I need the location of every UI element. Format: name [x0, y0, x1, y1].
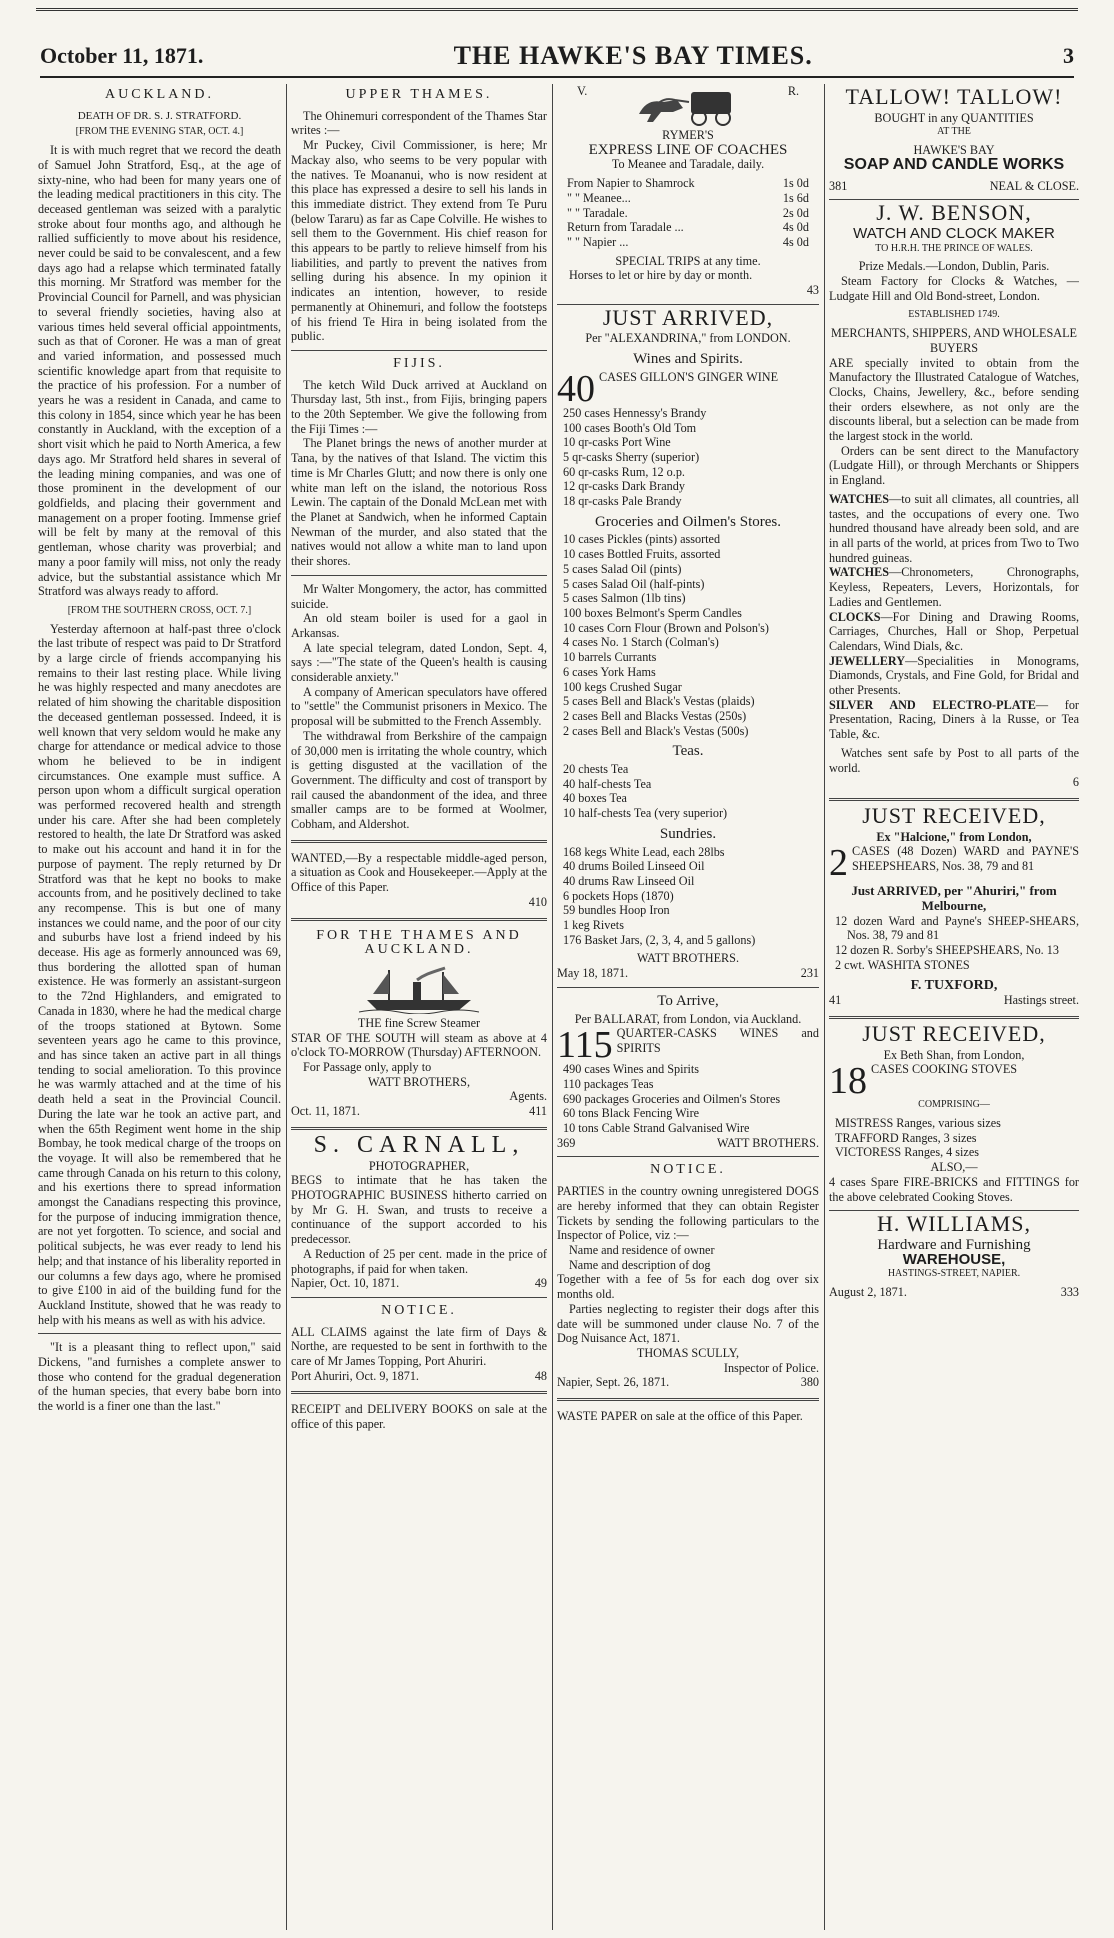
- fare-price: 1s 0d: [782, 176, 809, 191]
- list-item: 12 dozen R. Sorby's SHEEPSHEARS, No. 13: [835, 943, 1059, 958]
- list-item: 10 cases Pickles (pints) assorted: [563, 532, 721, 547]
- williams-date: August 2, 1871.: [829, 1285, 907, 1300]
- list-item: 40 drums Raw Linseed Oil: [563, 873, 695, 888]
- claims-notice-body: ALL CLAIMS against the late firm of Days & Northe, are requested to be sent in forthwith to the care of Mr James Topping, Port Ahuriri.: [291, 1324, 547, 1369]
- list-item: 5 cases Salad Oil (half-pints): [563, 576, 705, 591]
- fare-table: [557, 172, 819, 254]
- to-arrive-footer: [557, 1136, 819, 1151]
- clocks-text: —For Dining and Drawing Rooms, Carriages, Churches, Hall or Shop, Perpetual Calendars, Wind Dials, &c.: [829, 609, 1079, 653]
- stoves-text: CASES COOKING STOVES: [871, 1062, 1018, 1077]
- fijis-para-1: The ketch Wild Duck arrived at Auckland on Thursday last, 5th inst., from Fijis, bringing papers to the 20th September. We give the following from the Fiji Times :—: [291, 377, 547, 436]
- stoves-also: ALSO,—: [930, 1160, 978, 1175]
- just-received-ex: Ex "Halcione," from London,: [876, 829, 1032, 844]
- watches-text: —to suit all climates, all countries, all tastes, and the occupations of every one. Two hundred thousand have already been sold, and are in all parts of the world, at prices from Two to Two hundred guineas.: [829, 491, 1079, 565]
- rymer-destination: To Meanee and Taradale, daily.: [611, 157, 765, 172]
- waste-paper-ad: WASTE PAPER on sale at the office of this Paper.: [557, 1409, 803, 1424]
- dog-notice-item: Name and residence of owner: [569, 1243, 715, 1257]
- tuxford-name: F. TUXFORD,: [910, 977, 998, 993]
- thames-ad-agent: WATT BROTHERS,: [367, 1074, 471, 1089]
- watches-label: WATCHES: [829, 565, 890, 580]
- fare-route: " " Napier ...: [567, 234, 629, 249]
- list-item: 176 Basket Jars, (2, 3, 4, and 5 gallons): [563, 932, 756, 947]
- ahuriri-list: [829, 914, 1079, 973]
- list-item: 5 qr-casks Sherry (superior): [563, 449, 700, 464]
- carnall-date: Napier, Oct. 10, 1871.: [291, 1276, 400, 1291]
- fare-price: 4s 0d: [782, 220, 809, 235]
- list-item: VICTORESS Ranges, 4 sizes: [835, 1145, 979, 1160]
- stoves-comprising: COMPRISING—: [918, 1099, 990, 1111]
- fijis-heading: FIJIS.: [393, 355, 445, 371]
- list-item: 2 cases Bell and Blacks Vestas (250s): [563, 708, 747, 723]
- fare-route: " " Taradale.: [567, 205, 628, 220]
- list-item: TRAFFORD Ranges, 3 sizes: [835, 1130, 977, 1145]
- list-item: 5 cases Bell and Black's Vestas (plaids): [563, 694, 755, 709]
- stoves-extra: 4 cases Spare FIRE-BRICKS and FITTINGS for the above celebrated Cooking Stoves.: [829, 1174, 1079, 1204]
- list-item: 12 qr-casks Dark Brandy: [563, 479, 685, 494]
- news-item-2: An old steam boiler is used for a gaol in Arkansas.: [291, 611, 547, 640]
- list-item: 4 cases No. 1 Starch (Colman's): [563, 635, 719, 650]
- wines-heading: Wines and Spirits.: [633, 351, 743, 368]
- dog-notice-signature: THOMAS SCULLY,: [636, 1345, 740, 1360]
- clocks-label: CLOCKS: [829, 609, 881, 624]
- divider: [557, 1398, 819, 1401]
- list-item: 40 half-chests Tea: [563, 776, 652, 791]
- news-item-1: Mr Walter Mongomery, the actor, has committed suicide.: [291, 581, 547, 611]
- source-evening-star: [FROM THE EVENING STAR, OCT. 4.]: [75, 126, 244, 138]
- thames-ad-date: Oct. 11, 1871.: [291, 1104, 360, 1119]
- tallow-at: AT THE: [937, 126, 971, 138]
- benson-clocks: [829, 610, 1079, 654]
- just-arrived-heading: JUST ARRIVED,: [602, 304, 774, 330]
- list-item: 10 cases Corn Flour (Brown and Polson's): [563, 620, 769, 635]
- to-arrive-heading: To Arrive,: [657, 992, 719, 1009]
- source-southern-cross: [FROM THE SOUTHERN CROSS, OCT. 7.]: [67, 604, 252, 616]
- list-item: 5 cases Salmon (1lb tins): [563, 591, 686, 606]
- carnall-body: BEGS to intimate that he has taken the PHOTOGRAPHIC BUSINESS hitherto carried on by Mr G. H. Swan, and trusts to receive a continuance of the support accorded to his predecessor.: [291, 1173, 547, 1247]
- list-item: 2 cwt. WASHITA STONES: [835, 957, 970, 972]
- fijis-para-2: The Planet brings the news of another murder at Tana, by the natives of that Island. The victim this time is Mr Charles Glutt; and now there is only one white man left on the island, the notorious Ross Lewin. The captain of the Donald McLean met with the Planet at Sandwich, when he informed Captain Newman of the murder, and also stated that the natives would not allow a white man to land upon their shores.: [291, 436, 547, 569]
- benson-watches-2: [829, 565, 1079, 609]
- dog-notice-warning: Parties neglecting to register their dogs after this date will be summoned under clause No. 7 of the Dog Nuisance Act, 1871.: [557, 1301, 819, 1346]
- sundries-list: [557, 845, 819, 948]
- list-item: 10 tons Cable Strand Galvanised Wire: [563, 1121, 750, 1136]
- thames-ad-footer: [291, 1104, 547, 1119]
- rymer-name: RYMER'S: [662, 128, 714, 142]
- dog-notice-role: Inspector of Police.: [723, 1360, 819, 1375]
- stratford-para-1: It is with much regret that we record the death of Samuel John Stratford, Esq., at the age of sixty-nine, who had been for many years one of the leading medical practitioners in this city. The deceased gentleman was seized with a paralytic stroke about four months ago, and although he rallied sufficiently to move about his residence, never could be said to be convalescent, and a few days ago had a relapse which terminated fatally this morning. Mr Stratford was member for the Provincial Council for Parnell, and was physician to several friendly societies, having also at various times held several official appointments, such as that of Coroner. He was a man of great and varied information, and possessed much scientific knowledge apart from that requisite to the practice of his profession. For a number of years he was a resident in Canada, and came to this colony in 1854, since which year he has been constantly in Auckland, with the exception of a short visit which he paid to North America, a few days ago. Mr Stratford held shares in several of the leading mining companies, and was one of those prominent in the development of our goldfields, and placing their government and management on a proper footing. Immense grief will be felt by many at the removal of this gentleman, whose charity was proverbial; and many a poor family will miss, not only the ready advice, but the substantial assistance which Mr Stratford was always ready to afford.: [38, 143, 281, 599]
- claims-notice-heading: NOTICE.: [381, 1302, 457, 1318]
- divider: [291, 1127, 547, 1130]
- fare-price: 1s 6d: [782, 190, 809, 205]
- dog-notice-fee: Together with a fee of 5s for each dog over six months old.: [557, 1272, 819, 1302]
- teas-heading: Teas.: [672, 743, 704, 760]
- tuxford-number: 41: [829, 993, 842, 1008]
- fare-row: [567, 206, 809, 221]
- williams-heading: H. WILLIAMS,: [877, 1211, 1031, 1237]
- tallow-number: 381: [829, 178, 848, 193]
- jewellery-label: JEWELLERY: [829, 653, 906, 668]
- coach-horses-icon: [633, 84, 743, 128]
- benson-body: ARE specially invited to obtain from the Manufactory the Illustrated Catalogue of Watches, Clocks, Chains, Jewellery, &c., before sending their orders elsewhere, as not only are the discounts liberal, but a selection can be made from the largest stock in the world.: [829, 355, 1079, 444]
- list-item: 59 bundles Hoop Iron: [563, 903, 670, 918]
- column-4: [829, 84, 1079, 1930]
- list-item: 60 tons Black Fencing Wire: [563, 1106, 700, 1121]
- carnall-subhead: PHOTOGRAPHER,: [368, 1158, 470, 1173]
- claims-notice-date: Port Ahuriri, Oct. 9, 1871.: [291, 1368, 419, 1383]
- silver-label: SILVER AND ELECTRO-PLATE: [829, 697, 1036, 712]
- dog-notice-body: PARTIES in the country owning unregistered DOGS are hereby informed that they can obtain Register Tickets by sending the following particulars to the Inspector of Police, viz :—: [557, 1184, 819, 1243]
- thames-article: Mr Puckey, Civil Commissioner, is here; Mr Mackay also, who seems to be very popular with the natives. Te Moananui, who is now resident at this place has expressed a desire to sell his lands in this immediate district. They extend from Te Puru (below Tararu) as far as Cape Colville. He wishes to sell them to the Government. His chief reason for this appears to be partly to relieve himself from his liabilities, and partly to prevent the natives from selling during his absence. In my opinion it indicates an intention, however, to reside permanently at Ohinemuri, and follow the footsteps of his friend Te Hira in being isolated from the public.: [291, 138, 547, 344]
- silver-text: — for Presentation, Racing, Diners à la Russe, or Tea Table, &c.: [829, 697, 1079, 742]
- benson-royal: TO H.R.H. THE PRINCE OF WALES.: [875, 242, 1033, 254]
- wanted-ad: WANTED,—By a respectable middle-aged person, a situation as Cook and Housekeeper.—Apply at the Office of this Paper.: [291, 850, 547, 895]
- fare-row: [567, 191, 809, 206]
- stoves-ex: Ex Beth Shan, from London,: [883, 1047, 1025, 1062]
- fare-route: Return from Taradale ...: [567, 220, 684, 235]
- rymer-line: EXPRESS LINE OF COACHES: [588, 141, 788, 158]
- thames-intro: The Ohinemuri correspondent of the Thames Star writes :—: [291, 108, 547, 138]
- list-item: 60 qr-casks Rum, 12 o.p.: [563, 464, 685, 479]
- carnall-heading: S. CARNALL,: [313, 1131, 525, 1158]
- news-item-4: A company of American speculators have offered to "settle" the Communist prisoners in Mexico. The proposal will be submitted to the French Assembly.: [291, 684, 547, 729]
- divider: [829, 1016, 1079, 1019]
- soap-candle-works: SOAP AND CANDLE WORKS: [843, 155, 1065, 173]
- quarter-casks-count: 115: [557, 1026, 613, 1063]
- williams-address: HASTINGS-STREET, NAPIER.: [887, 1268, 1021, 1280]
- watt-number: 231: [800, 966, 819, 981]
- benson-prize: Prize Medals.—London, Dublin, Paris.: [858, 259, 1050, 274]
- special-trips: SPECIAL TRIPS at any time.: [615, 253, 761, 268]
- divider: [291, 350, 547, 351]
- fare-row: [567, 235, 809, 250]
- list-item: 20 chests Tea: [563, 762, 629, 777]
- williams-warehouse: WAREHOUSE,: [902, 1250, 1006, 1268]
- list-item: 40 drums Boiled Linseed Oil: [563, 859, 705, 874]
- claims-notice-number: 48: [534, 1368, 547, 1383]
- crest-letter-r: R.: [787, 84, 799, 98]
- tallow-neal-close: NEAL & CLOSE.: [989, 178, 1079, 193]
- tuxford-footer: [829, 993, 1079, 1008]
- stoves-list: [829, 1116, 1079, 1160]
- sheepshears-text: CASES (48 Dozen) WARD and PAYNE'S SHEEPSHEARS, Nos. 38, 79 and 81: [852, 844, 1079, 874]
- dog-notice-date: Napier, Sept. 26, 1871.: [557, 1375, 670, 1390]
- wanted-ad-number: 410: [528, 894, 547, 909]
- benson-post: Watches sent safe by Post to all parts of the world.: [829, 745, 1079, 775]
- dog-notice-heading: NOTICE.: [650, 1162, 726, 1178]
- list-item: 10 barrels Currants: [563, 650, 657, 665]
- list-item: MISTRESS Ranges, various sizes: [835, 1116, 1001, 1131]
- ginger-wine-item: [557, 370, 819, 406]
- wines-list: [557, 406, 819, 509]
- quarter-casks-item: [557, 1026, 819, 1062]
- auckland-heading: AUCKLAND.: [104, 87, 215, 102]
- thames-ad-body: THE fine Screw Steamer: [357, 1015, 481, 1030]
- list-item: 110 packages Teas: [563, 1076, 654, 1091]
- ahuriri-heading: Just ARRIVED, per "Ahuriri," from Melbourne,: [851, 883, 1057, 914]
- divider: [291, 1297, 547, 1298]
- fare-price: 4s 0d: [782, 234, 809, 249]
- to-arrive-list: [557, 1062, 819, 1136]
- teas-list: [557, 762, 819, 821]
- list-item: 690 packages Groceries and Oilmen's Stores: [563, 1091, 781, 1106]
- column-3: [557, 84, 819, 1930]
- stoves-count: 18: [829, 1062, 867, 1099]
- list-item: 100 cases Booth's Old Tom: [563, 420, 697, 435]
- list-item: 5 cases Salad Oil (pints): [563, 561, 682, 576]
- carnall-footer: [291, 1276, 547, 1291]
- stoves-item: [829, 1062, 1079, 1098]
- benson-number: 6: [1072, 775, 1079, 790]
- list-item: 40 boxes Tea: [563, 791, 627, 806]
- fare-price: 2s 0d: [782, 205, 809, 220]
- groceries-heading: Groceries and Oilmen's Stores.: [595, 513, 781, 530]
- sheepshears-item: [829, 844, 1079, 880]
- benson-steam: Steam Factory for Clocks & Watches, —Ludgate Hill and Old Bond-street, London.: [829, 274, 1079, 303]
- receipt-books-ad: RECEIPT and DELIVERY BOOKS on sale at the office of this paper.: [291, 1402, 547, 1432]
- issue-date: October 11, 1871.: [40, 43, 204, 68]
- rymer-crest: [557, 84, 819, 128]
- claims-notice-footer: [291, 1369, 547, 1384]
- sheepshears-count: 2: [829, 844, 848, 881]
- list-item: 10 cases Bottled Fruits, assorted: [563, 547, 721, 562]
- list-item: 168 kegs White Lead, each 28lbs: [563, 844, 725, 859]
- masthead: [40, 36, 1074, 78]
- benson-orders: Orders can be sent direct to the Manufactory (Ludgate Hill), or through Merchants or Shippers in England.: [829, 443, 1079, 488]
- divider: [291, 575, 547, 576]
- dog-notice-number: 380: [800, 1375, 819, 1390]
- fare-route: " " Meanee...: [567, 190, 631, 205]
- horses-notice: Horses to let or hire by day or month.: [569, 268, 753, 283]
- watt-footer: [557, 966, 819, 981]
- benson-subhead: WATCH AND CLOCK MAKER: [853, 224, 1055, 242]
- list-item: 18 qr-casks Pale Brandy: [563, 494, 682, 509]
- quarter-casks-text: QUARTER-CASKS WINES and SPIRITS: [616, 1026, 819, 1055]
- thames-ad-agents: Agents.: [509, 1089, 547, 1104]
- list-item: 1 keg Rivets: [563, 918, 624, 933]
- list-item: 6 pockets Hops (1870): [563, 888, 674, 903]
- page-number: 3: [1062, 43, 1074, 68]
- ginger-wine-text: CASES GILLON'S GINGER WINE: [599, 369, 779, 384]
- dog-notice-item: Name and description of dog: [569, 1257, 711, 1272]
- fare-row: [567, 220, 809, 235]
- benson-heading: J. W. BENSON,: [876, 200, 1032, 226]
- list-item: 250 cases Hennessy's Brandy: [563, 405, 707, 420]
- jewellery-text: —Specialities in Monograms, Diamonds, Crystals, and Fine Gold, for Bridal and other Presents.: [829, 653, 1079, 698]
- tallow-footer: [829, 179, 1079, 194]
- crest-letter-v: V.: [577, 84, 588, 98]
- ginger-wine-count: 40: [557, 369, 595, 406]
- williams-subhead: Hardware and Furnishing: [877, 1237, 1031, 1253]
- list-item: 12 dozen Ward and Payne's SHEEP-SHEARS, Nos. 38, 79 and 81: [835, 913, 1079, 943]
- dickens-quote: "It is a pleasant thing to reflect upon," said Dickens, "and furnishes a complete answer to those who contend for the gradual degeneration of the human species, that every babe born into the world is a finer one than the last.": [38, 1340, 281, 1414]
- divider: [38, 1333, 281, 1334]
- news-item-5: The withdrawal from Berkshire of the campaign of 30,000 men is irritating the whole country, which is getting disgusted at the vacillation of the Government. The difficulty and cost of transport by rail caused the abandonment of the idea, and three smaller camps are to be formed at Woolmer, Cobham, and Aldershot.: [291, 728, 547, 832]
- divider: [291, 840, 547, 843]
- tuxford-address: Hastings street.: [1003, 993, 1079, 1008]
- list-item: 490 cases Wines and Spirits: [563, 1062, 700, 1077]
- tallow-heading: TALLOW! TALLOW!: [845, 84, 1063, 109]
- to-arrive-signature: WATT BROTHERS.: [716, 1135, 819, 1150]
- benson-jewellery: [829, 654, 1079, 698]
- sundries-heading: Sundries.: [659, 825, 717, 842]
- horses-number: 43: [806, 283, 819, 298]
- list-item: 6 cases York Hams: [563, 664, 656, 679]
- thames-ad-number: 411: [529, 1104, 547, 1119]
- divider: [291, 918, 547, 921]
- just-arrived-per: Per "ALEXANDRINA," from LONDON.: [585, 331, 791, 346]
- dog-notice-footer: [557, 1375, 819, 1390]
- watt-date: May 18, 1871.: [557, 966, 629, 981]
- list-item: 100 boxes Belmont's Sperm Candles: [563, 605, 742, 620]
- stratford-subhead: DEATH OF DR. S. J. STRATFORD.: [77, 109, 242, 122]
- fare-route: From Napier to Shamrock: [567, 176, 695, 191]
- steamer-ship-icon: [359, 964, 479, 1014]
- list-item: 10 qr-casks Port Wine: [563, 435, 671, 450]
- column-divider: [552, 84, 553, 1930]
- tallow-hawkes-bay: HAWKE'S BAY: [913, 143, 995, 158]
- column-2: [291, 84, 547, 1930]
- benson-watches-1: [829, 492, 1079, 566]
- fare-row: [567, 176, 809, 191]
- stratford-para-2: Yesterday afternoon at half-past three o'clock the last tribute of respect was paid to Dr Stratford by a large circle of friends accompanying his remains to their last resting place. While living he was highly respected and many anecdotes are related of him showing the charitable disposition the deceased gentleman possessed. Indeed, it is well known that very seldom would he make any charge for attendance or medical advice to those whom he believed to be in indigent circumstances. One example must suffice. A person upon whom a difficult surgical operation was performed recovered health and strength under his care. After she had been completely restored to health, the late Dr Stratford was asked to make out his account and hand it in for the purpose of payment. The reply returned by Dr Stratford was that he kept no books to make accounts from, and he positively declined to take any recompense. This is but one of many instances we could name, and the poor of our city and suburbs have lost a friend indeed by his decease. His age as formerly announced was 69, thus bordering the allotted span of human existence. He was formerly an assistant-surgeon to the 72nd Highlanders, and emigrated to Canada in 1830, where he had the medical charge of the troops stationed at Bytown. Some seventeen years ago he came to this province, and has since taken an active part in all things tending to social amelioration. To this province he was warmly attached and at the time of his death held a seat in the Provincial Council. During the late war he took an active part, and when the 65th Regiment went home in the ship Bombay, he took medical charge of the troops on the voyage. It will also be remembered that he came through Canada on his return to this colony, and his exertions there to spread information amongst the Canadians respecting this province, for the purpose of inducing immigration thence, are not yet forgotten. To science, and social and political subjects, he was ever ready to lend his help; and that instance of his liberality reported in our columns a few days ago, where he promised to give £100 in aid of the building fund for the Auckland Institute, showed that he was ready to help with his means as well as with his advice.: [38, 621, 281, 1327]
- list-item: 2 cases Bell and Black's Vestas (500s): [563, 723, 749, 738]
- column-1: [38, 84, 281, 1930]
- williams-number: 333: [1060, 1285, 1079, 1300]
- groceries-list: [557, 532, 819, 738]
- column-divider: [824, 84, 825, 1930]
- benson-established: ESTABLISHED 1749.: [908, 309, 1000, 321]
- benson-silver: [829, 698, 1079, 742]
- carnall-reduction: A Reduction of 25 per cent. made in the price of photographs, if paid for when taken.: [291, 1246, 547, 1276]
- newspaper-title: THE HAWKE'S BAY TIMES.: [453, 41, 813, 70]
- list-item: 10 half-chests Tea (very superior): [563, 806, 728, 821]
- divider: [291, 1391, 547, 1394]
- to-arrive-number: 369: [557, 1135, 576, 1150]
- watches-text: —Chronometers, Chronographs, Keyless, Repeaters, Levers, Horizontals, for Ladies and Gentlemen.: [829, 565, 1079, 609]
- news-item-3: A late special telegram, dated London, Sept. 4, says :—"The state of the Queen's health is causing considerable anxiety.": [291, 640, 547, 685]
- list-item: 100 kegs Crushed Sugar: [563, 679, 682, 694]
- just-received-heading: JUST RECEIVED,: [862, 802, 1046, 828]
- divider: [557, 987, 819, 988]
- thames-ad-apply: For Passage only, apply to: [303, 1060, 432, 1075]
- watches-label: WATCHES: [829, 491, 890, 506]
- benson-merchants: MERCHANTS, SHIPPERS, AND WHOLESALE BUYERS: [831, 326, 1077, 355]
- carnall-number: 49: [534, 1276, 547, 1291]
- divider: [557, 1156, 819, 1157]
- thames-auckland-heading: FOR THE THAMES AND AUCKLAND.: [316, 927, 522, 958]
- divider: [829, 798, 1079, 801]
- watt-signature: WATT BROTHERS.: [636, 951, 740, 966]
- tallow-bought: BOUGHT in any QUANTITIES: [874, 110, 1034, 125]
- column-divider: [286, 84, 287, 1930]
- stoves-heading: JUST RECEIVED,: [862, 1020, 1046, 1046]
- upper-thames-heading: UPPER THAMES.: [345, 87, 493, 102]
- to-arrive-per: Per BALLARAT, from London, via Auckland.: [574, 1011, 802, 1026]
- top-rule: [36, 8, 1078, 11]
- thames-ad-ship: STAR OF THE SOUTH will steam as above at 4 o'clock TO-MORROW (Thursday) AFTERNOON.: [291, 1030, 547, 1060]
- williams-footer: [829, 1285, 1079, 1300]
